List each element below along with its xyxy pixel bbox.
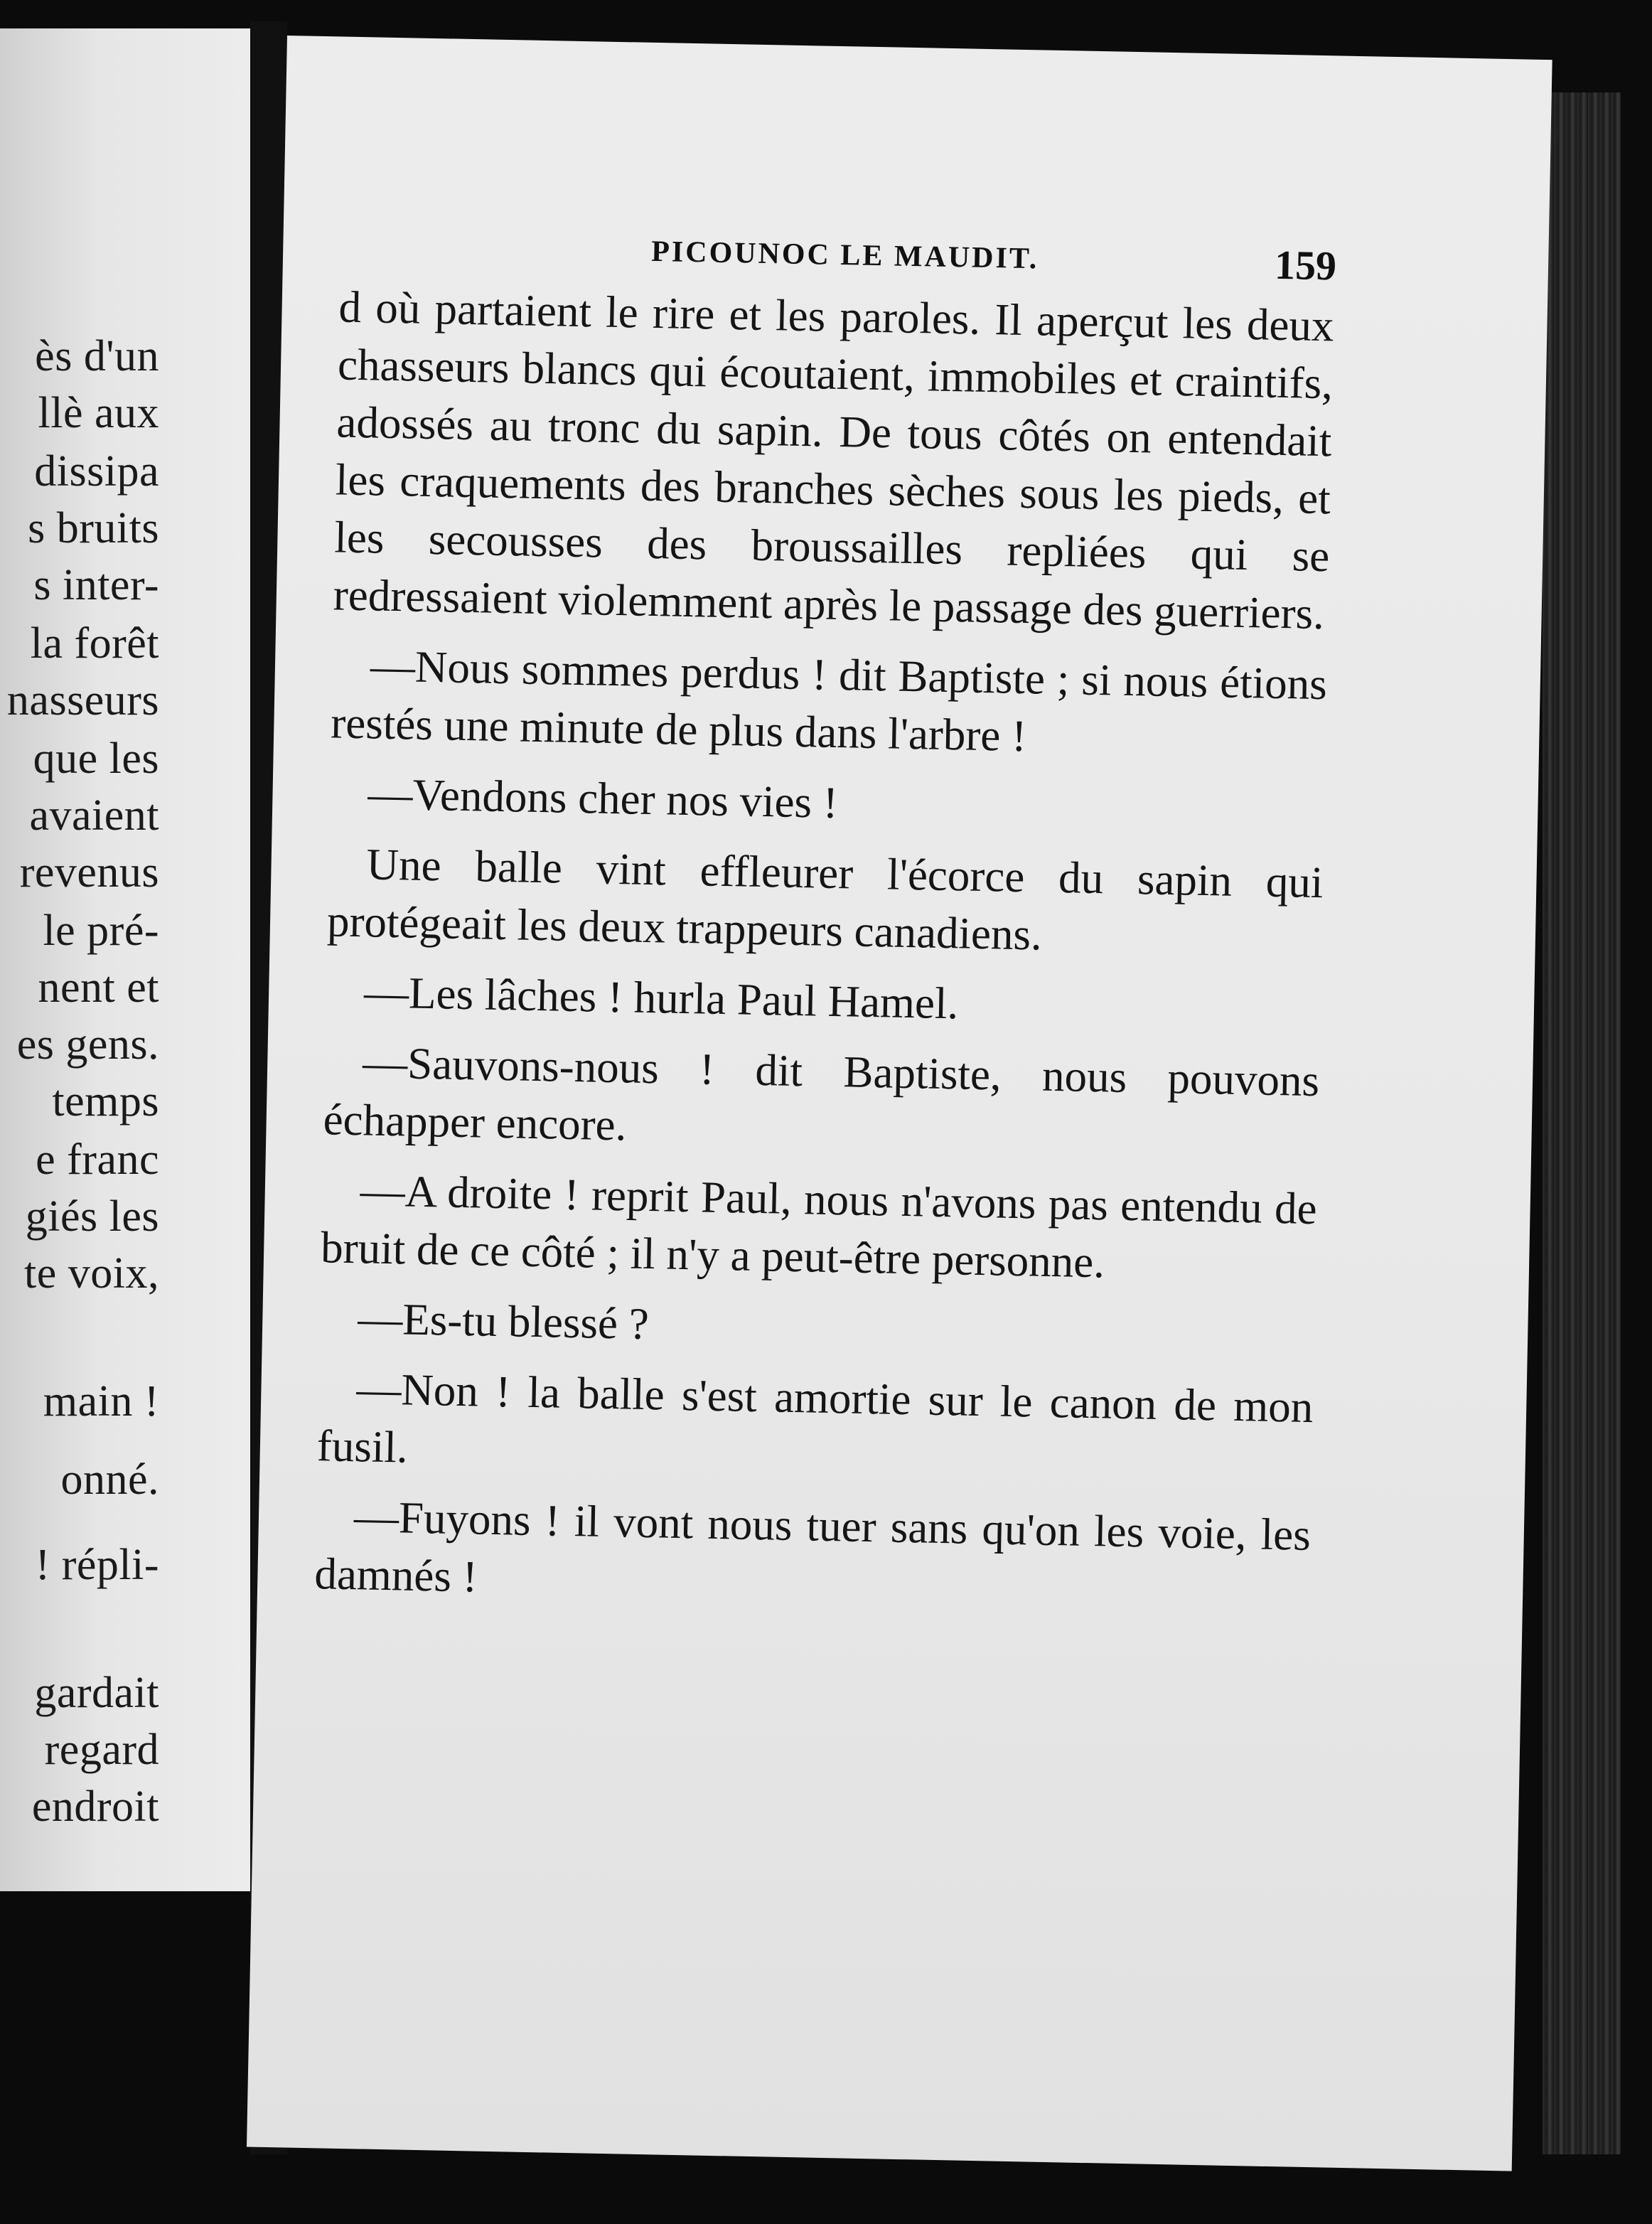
previous-page-line: e franc [36,1135,159,1184]
previous-page-line: ! répli- [35,1541,159,1589]
paragraph: —A droite ! reprit Paul, nous n'avons pas entendu de bruit de ce côté ; il n'y a peut-être personne. [320,1165,1318,1288]
paragraph: —Es-tu blessé ? [357,1293,650,1349]
previous-page-line: te voix, [24,1249,159,1298]
page-edges [1543,92,1621,2154]
previous-page-line: nent et [38,963,159,1012]
paragraph: —Non ! la balle s'est amortie sur le canon de mon fusil. [316,1364,1314,1472]
previous-page-line: le pré- [43,907,159,955]
previous-page-line: giés les [25,1192,159,1241]
paragraph: —Vendons cher nos vies ! [367,769,839,828]
previous-page-line: la forêt [30,619,159,668]
previous-page-line: avaient [29,791,159,840]
paragraph: d où partaient le rire et les paroles. Il aperçut les deux chasseurs blancs qui écoutaient, immobiles et craintifs, adossés au tronc du sapin. De tous côtés on entendait les craquements des branches sèches sous les pieds, et les secousses des broussailles repliées qui se redressaient violemment après le passage des guerriers. [333,282,1335,639]
book-page [247,36,1552,2171]
previous-page-line: endroit [31,1782,159,1831]
previous-page-line: main ! [43,1377,159,1426]
previous-page-line: es gens. [16,1020,159,1069]
previous-page-line: gardait [34,1669,159,1717]
previous-page-line: nasseurs [6,676,159,725]
previous-page-line: ès d'un [35,332,159,380]
previous-page-line: que les [33,734,159,783]
previous-page-line: dissipa [34,447,159,496]
previous-page-line: s inter- [33,561,159,609]
running-head: PICOUNOC LE MAUDIT. [650,235,1039,276]
page-number: 159 [1274,241,1337,289]
previous-page-line: revenus [19,848,159,897]
paragraph: Une balle vint effleurer l'écorce du sapin qui protégeait les deux trappeurs canadiens. [326,839,1324,960]
paragraph: —Les lâches ! hurla Paul Hamel. [363,967,959,1029]
previous-page [0,28,250,1891]
previous-page-line: onné. [60,1455,159,1504]
paragraph: —Fuyons ! il vont nous tuer sans qu'on les voie, les damnés ! [313,1492,1312,1602]
page-body [313,278,1334,1635]
previous-page-line: llè aux [38,389,159,437]
previous-page-line: temps [52,1077,159,1126]
paragraph: —Sauvons-nous ! dit Baptiste, nous pouvons échapper encore. [323,1037,1320,1150]
previous-page-line: s bruits [28,504,159,552]
paragraph: —Nous sommes perdus ! dit Baptiste ; si nous étions restés une minute de plus dans l'arbre ! [330,641,1328,761]
previous-page-line: regard [44,1726,159,1774]
